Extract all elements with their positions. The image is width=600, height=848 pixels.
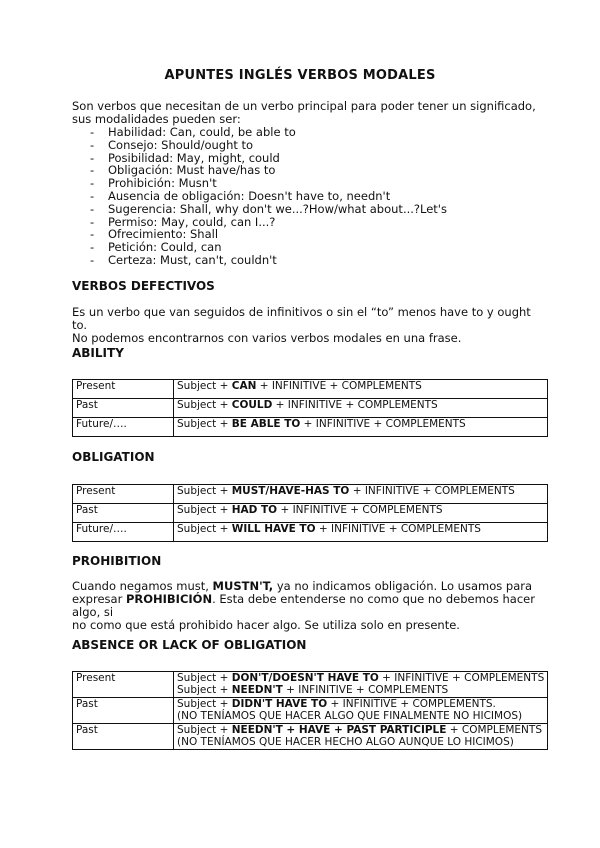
table-row [73, 418, 548, 437]
defectivos-line-1: Es un verbo que van seguidos de infinitivos o sin el “to” menos have to y ought to. [72, 305, 531, 332]
table-row [73, 724, 548, 750]
prohibition-line-2: expresar PROHIBICIÓN. Esta debe entenderse no como que no debemos hacer algo, si [72, 592, 535, 619]
prohibition-line-3: no como que está prohibido hacer algo. Se utiliza solo en presente. [72, 618, 460, 632]
list-item: - Obligación: Must have/has to [72, 164, 542, 177]
ability-heading: ABILITY [72, 346, 124, 360]
table-row [73, 485, 548, 504]
obligation-table [72, 484, 548, 542]
prohibition-heading: PROHIBITION [72, 554, 162, 568]
list-item: - Sugerencia: Shall, why don't we...?How/what about...?Let's [72, 203, 542, 216]
list-item: - Certeza: Must, can't, couldn't [72, 254, 542, 267]
absence-heading: ABSENCE OR LACK OF OBLIGATION [72, 638, 307, 652]
tense-cell: Past [73, 504, 174, 523]
tense-cell: Past [73, 399, 174, 418]
table-row [73, 399, 548, 418]
tense-cell: Present [73, 672, 174, 698]
table-row [73, 672, 548, 698]
modalities-list [72, 126, 542, 267]
tense-cell: Past [73, 724, 174, 750]
structure-cell: Subject + NEEDN'T + HAVE + PAST PARTICIPLE + COMPLEMENTS (NO TENÍAMOS QUE HACER HECHO ALGO AUNQUE LO HICIMOS) [174, 724, 548, 750]
intro-section [72, 100, 542, 267]
structure-cell: Subject + BE ABLE TO + INFINITIVE + COMPLEMENTS [174, 418, 548, 437]
structure-cell: Subject + DON'T/DOESN'T HAVE TO + INFINITIVE + COMPLEMENTS Subject + NEEDN'T + INFINITIVE + COMPLEMENTS [174, 672, 548, 698]
table-row [73, 504, 548, 523]
list-item: - Posibilidad: May, might, could [72, 152, 542, 165]
tense-cell: Present [73, 380, 174, 399]
structure-cell: Subject + HAD TO + INFINITIVE + COMPLEMENTS [174, 504, 548, 523]
list-item: - Ausencia de obligación: Doesn't have to, needn't [72, 190, 542, 203]
table-row [73, 523, 548, 542]
structure-cell: Subject + WILL HAVE TO + INFINITIVE + COMPLEMENTS [174, 523, 548, 542]
structure-cell: Subject + COULD + INFINITIVE + COMPLEMENTS [174, 399, 548, 418]
table-row [73, 380, 548, 399]
tense-cell: Future/…. [73, 418, 174, 437]
prohibition-text [72, 580, 550, 632]
list-item: - Ofrecimiento: Shall [72, 228, 542, 241]
defectivos-text [72, 306, 542, 345]
list-item: - Permiso: May, could, can I...? [72, 216, 542, 229]
list-item: - Petición: Could, can [72, 241, 542, 254]
tense-cell: Past [73, 698, 174, 724]
defectivos-heading: VERBOS DEFECTIVOS [72, 279, 215, 293]
structure-cell: Subject + DIDN'T HAVE TO + INFINITIVE + COMPLEMENTS. (NO TENÍAMOS QUE HACER ALGO QUE FINALMENTE NO HICIMOS) [174, 698, 548, 724]
page-title: APUNTES INGLÉS VERBOS MODALES [164, 68, 436, 83]
list-item: - Consejo: Should/ought to [72, 139, 542, 152]
intro-line-1: Son verbos que necesitan de un verbo principal para poder tener un significado, [72, 99, 536, 113]
tense-cell: Future/…. [73, 523, 174, 542]
obligation-heading: OBLIGATION [72, 450, 155, 464]
structure-cell: Subject + CAN + INFINITIVE + COMPLEMENTS [174, 380, 548, 399]
defectivos-line-2: No podemos encontrarnos con varios verbos modales en una frase. [72, 331, 462, 345]
ability-table [72, 379, 548, 437]
structure-cell: Subject + MUST/HAVE-HAS TO + INFINITIVE + COMPLEMENTS [174, 485, 548, 504]
absence-table [72, 671, 548, 750]
intro-line-2: sus modalidades pueden ser: [72, 112, 241, 126]
prohibition-line-1: Cuando negamos must, MUSTN'T, ya no indicamos obligación. Lo usamos para [72, 579, 533, 593]
table-row [73, 698, 548, 724]
list-item: - Habilidad: Can, could, be able to [72, 126, 542, 139]
tense-cell: Present [73, 485, 174, 504]
list-item: - Prohibición: Musn't [72, 177, 542, 190]
